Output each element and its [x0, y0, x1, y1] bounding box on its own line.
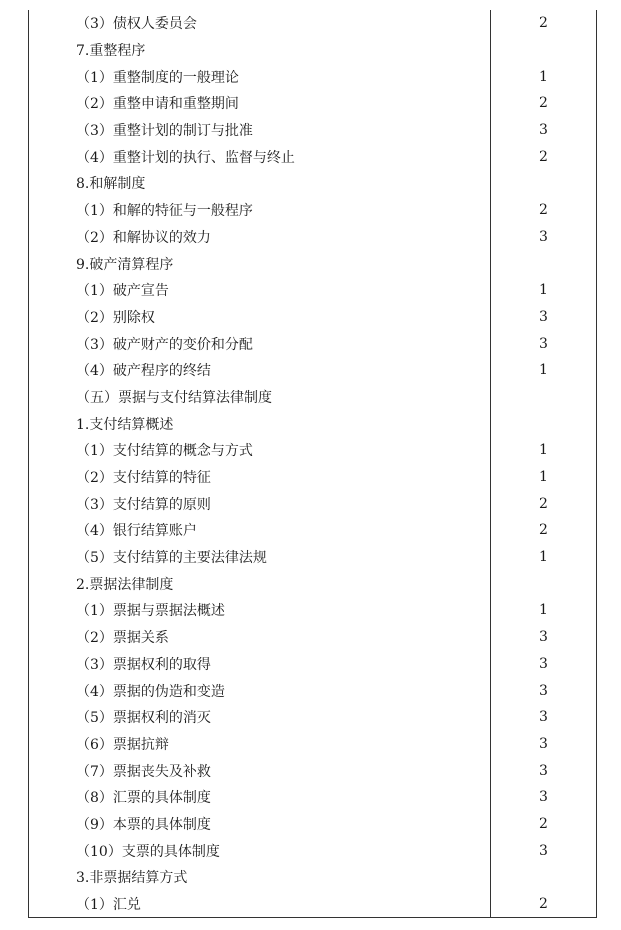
level-cell [491, 410, 596, 437]
table-row [29, 597, 596, 624]
level-cell: 2 [539, 95, 548, 112]
table-row [29, 811, 596, 838]
topic-cell: （9）本票的具体制度 [29, 811, 491, 838]
table-row [29, 490, 596, 517]
table-row [29, 410, 596, 437]
table-row [29, 357, 596, 384]
table-row [29, 544, 596, 571]
level-cell: 2 [539, 815, 548, 832]
level-cell: 2 [539, 15, 548, 32]
topic-cell: 7.重整程序 [29, 37, 491, 64]
table-row [29, 90, 596, 117]
table-row [29, 384, 596, 411]
table-row [29, 784, 596, 811]
table-row [29, 10, 596, 37]
topic-cell: （5）票据权利的消灭 [29, 704, 491, 731]
topic-cell: （4）银行结算账户 [29, 517, 491, 544]
level-cell [491, 864, 596, 891]
table-row [29, 197, 596, 224]
topic-cell: 1.支付结算概述 [29, 410, 491, 437]
level-cell [491, 37, 596, 64]
topic-cell: 9.破产清算程序 [29, 250, 491, 277]
table-row [29, 277, 596, 304]
topic-cell: （1）重整制度的一般理论 [29, 63, 491, 90]
topic-cell: （4）票据的伪造和变造 [29, 677, 491, 704]
level-cell: 3 [539, 762, 548, 779]
level-cell: 3 [539, 335, 548, 352]
table-row [29, 624, 596, 651]
topic-cell: （2）别除权 [29, 304, 491, 331]
topic-cell: （3）票据权利的取得 [29, 651, 491, 678]
topic-cell: 3.非票据结算方式 [29, 864, 491, 891]
table-row [29, 117, 596, 144]
table-row [29, 63, 596, 90]
table-row [29, 891, 596, 917]
level-cell: 2 [539, 148, 548, 165]
table-row [29, 170, 596, 197]
level-cell: 1 [539, 362, 548, 379]
topic-cell: （3）重整计划的制订与批准 [29, 117, 491, 144]
table-row [29, 224, 596, 251]
table-row [29, 570, 596, 597]
table-row [29, 864, 596, 891]
table-row [29, 704, 596, 731]
topic-cell: 8.和解制度 [29, 170, 491, 197]
syllabus-table [28, 10, 597, 918]
table-row [29, 731, 596, 758]
topic-cell: （3）债权人委员会 [29, 10, 491, 37]
topic-cell: （8）汇票的具体制度 [29, 784, 491, 811]
level-cell [491, 170, 596, 197]
level-cell: 2 [539, 522, 548, 539]
table-row [29, 250, 596, 277]
table-row [29, 37, 596, 64]
topic-cell: （五）票据与支付结算法律制度 [29, 384, 491, 411]
level-cell: 1 [539, 469, 548, 486]
level-cell [491, 250, 596, 277]
level-cell: 3 [539, 308, 548, 325]
table-row [29, 651, 596, 678]
level-cell: 2 [539, 495, 548, 512]
table-row [29, 464, 596, 491]
level-cell: 3 [539, 655, 548, 672]
topic-cell: （2）重整申请和重整期间 [29, 90, 491, 117]
topic-cell: （1）汇兑 [29, 891, 491, 917]
level-cell: 1 [539, 602, 548, 619]
level-cell: 1 [539, 442, 548, 459]
topic-cell: （1）票据与票据法概述 [29, 597, 491, 624]
level-cell: 1 [539, 549, 548, 566]
level-cell: 3 [539, 709, 548, 726]
topic-cell: （10）支票的具体制度 [29, 837, 491, 864]
topic-cell: （4）破产程序的终结 [29, 357, 491, 384]
level-cell: 1 [539, 68, 548, 85]
level-cell [491, 384, 596, 411]
level-cell: 2 [539, 202, 548, 219]
topic-cell: （4）重整计划的执行、监督与终止 [29, 143, 491, 170]
level-cell: 3 [539, 682, 548, 699]
level-cell: 3 [539, 629, 548, 646]
topic-cell: （3）破产财产的变价和分配 [29, 330, 491, 357]
level-cell: 2 [539, 895, 548, 912]
topic-cell: （2）票据关系 [29, 624, 491, 651]
topic-cell: （2）支付结算的特征 [29, 464, 491, 491]
table-row [29, 837, 596, 864]
level-cell: 3 [539, 122, 548, 139]
table-row [29, 757, 596, 784]
level-cell: 1 [539, 282, 548, 299]
level-cell: 3 [539, 842, 548, 859]
topic-cell: 2.票据法律制度 [29, 570, 491, 597]
table-row [29, 677, 596, 704]
table-row [29, 330, 596, 357]
level-cell [491, 570, 596, 597]
topic-cell: （2）和解协议的效力 [29, 224, 491, 251]
table-row [29, 517, 596, 544]
topic-cell: （6）票据抗辩 [29, 731, 491, 758]
topic-cell: （7）票据丧失及补救 [29, 757, 491, 784]
topic-cell: （3）支付结算的原则 [29, 490, 491, 517]
table-row [29, 304, 596, 331]
level-cell: 3 [539, 789, 548, 806]
level-cell: 3 [539, 228, 548, 245]
table-row [29, 437, 596, 464]
level-cell: 3 [539, 735, 548, 752]
topic-cell: （1）和解的特征与一般程序 [29, 197, 491, 224]
topic-cell: （1）支付结算的概念与方式 [29, 437, 491, 464]
topic-cell: （1）破产宣告 [29, 277, 491, 304]
topic-cell: （5）支付结算的主要法律法规 [29, 544, 491, 571]
table-row [29, 143, 596, 170]
